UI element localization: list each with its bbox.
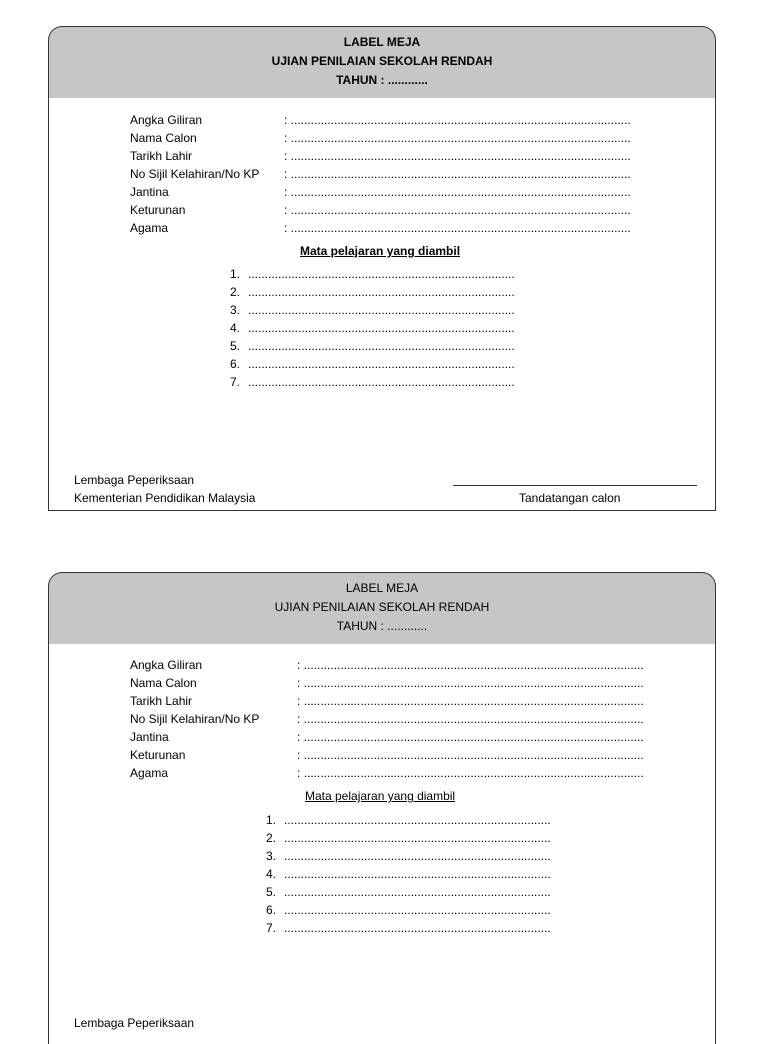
subject-line-1: ................................................................................ (248, 267, 515, 281)
field-value-no-sijil: : ...................................................................................................... (297, 712, 644, 726)
card-border-right (715, 98, 716, 511)
subject-number-5: 5. (265, 885, 276, 899)
header-year: TAHUN : ............ (336, 73, 428, 87)
subject-line-5: ................................................................................ (248, 339, 515, 353)
subject-line-6: ................................................................................ (248, 357, 515, 371)
field-value-jantina: : ...................................................................................................... (284, 185, 631, 199)
field-label-keturunan: Keturunan (130, 203, 186, 217)
field-label-agama: Agama (130, 766, 169, 780)
card-border-left (48, 644, 49, 1044)
subjects-title: Mata pelajaran yang diambil (300, 244, 461, 258)
field-label-jantina: Jantina (130, 730, 169, 744)
subject-line-4: ................................................................................ (284, 867, 551, 881)
subject-line-3: ................................................................................ (248, 303, 515, 317)
subject-number-2: 2. (229, 285, 240, 299)
subject-line-1: ................................................................................ (284, 813, 551, 827)
field-label-tarikh-lahir: Tarikh Lahir (130, 694, 193, 708)
field-value-tarikh-lahir: : ...................................................................................................... (284, 149, 631, 163)
field-label-angka-giliran: Angka Giliran (130, 658, 203, 672)
subject-number-3: 3. (265, 849, 276, 863)
subjects-title: Mata pelajaran yang diambil (305, 789, 456, 803)
field-value-keturunan: : ...................................................................................................... (284, 203, 631, 217)
field-label-keturunan: Keturunan (130, 748, 186, 762)
card-border-bottom (48, 510, 716, 511)
subject-line-4: ................................................................................ (248, 321, 515, 335)
subject-number-6: 6. (229, 357, 240, 371)
header-title: LABEL MEJA (345, 581, 419, 595)
field-label-jantina: Jantina (130, 185, 169, 199)
subject-line-2: ................................................................................ (284, 831, 551, 845)
field-value-agama: : ...................................................................................................... (297, 766, 644, 780)
field-label-agama: Agama (130, 221, 169, 235)
footer-ministry: Kementerian Pendidikan Malaysia (74, 491, 256, 505)
card-header (48, 26, 716, 98)
field-value-angka-giliran: : ...................................................................................................... (284, 113, 631, 127)
subject-line-7: ................................................................................ (284, 921, 551, 935)
header-exam-name: UJIAN PENILAIAN SEKOLAH RENDAH (274, 600, 490, 614)
field-label-angka-giliran: Angka Giliran (130, 113, 203, 127)
subject-number-2: 2. (265, 831, 276, 845)
card-border-right (715, 644, 716, 1044)
header-title: LABEL MEJA (343, 35, 421, 49)
subject-line-2: ................................................................................ (248, 285, 515, 299)
subject-number-7: 7. (265, 921, 276, 935)
subject-number-1: 1. (265, 813, 276, 827)
field-label-no-sijil: No Sijil Kelahiran/No KP (130, 167, 260, 181)
subject-line-6: ................................................................................ (284, 903, 551, 917)
signature-label: Tandatangan calon (519, 491, 621, 505)
subject-line-7: ................................................................................ (248, 375, 515, 389)
subject-number-7: 7. (229, 375, 240, 389)
field-value-agama: : ...................................................................................................... (284, 221, 631, 235)
field-value-angka-giliran: : ...................................................................................................... (297, 658, 644, 672)
field-label-no-sijil: No Sijil Kelahiran/No KP (130, 712, 260, 726)
subject-number-5: 5. (229, 339, 240, 353)
subject-number-3: 3. (229, 303, 240, 317)
header-exam-name: UJIAN PENILAIAN SEKOLAH RENDAH (271, 54, 493, 68)
subject-number-1: 1. (229, 267, 240, 281)
field-value-jantina: : ...................................................................................................... (297, 730, 644, 744)
card-header (48, 572, 716, 644)
header-year: TAHUN : ............ (336, 619, 428, 633)
desk-label-card-2 (48, 572, 716, 1042)
field-value-nama-calon: : ...................................................................................................... (284, 131, 631, 145)
field-value-keturunan: : ...................................................................................................... (297, 748, 644, 762)
field-value-no-sijil: : ...................................................................................................... (284, 167, 631, 181)
field-value-nama-calon: : ...................................................................................................... (297, 676, 644, 690)
subject-number-4: 4. (229, 321, 240, 335)
field-label-tarikh-lahir: Tarikh Lahir (130, 149, 193, 163)
subject-number-6: 6. (265, 903, 276, 917)
field-label-nama-calon: Nama Calon (130, 131, 197, 145)
field-label-nama-calon: Nama Calon (130, 676, 197, 690)
field-value-tarikh-lahir: : ...................................................................................................... (297, 694, 644, 708)
card-border-left (48, 98, 49, 511)
subject-line-5: ................................................................................ (284, 885, 551, 899)
subject-line-3: ................................................................................ (284, 849, 551, 863)
footer-organization: Lembaga Peperiksaan (74, 1016, 195, 1030)
footer-organization: Lembaga Peperiksaan (74, 473, 195, 487)
signature-line (453, 485, 697, 486)
desk-label-card-1 (48, 26, 716, 511)
subject-number-4: 4. (265, 867, 276, 881)
